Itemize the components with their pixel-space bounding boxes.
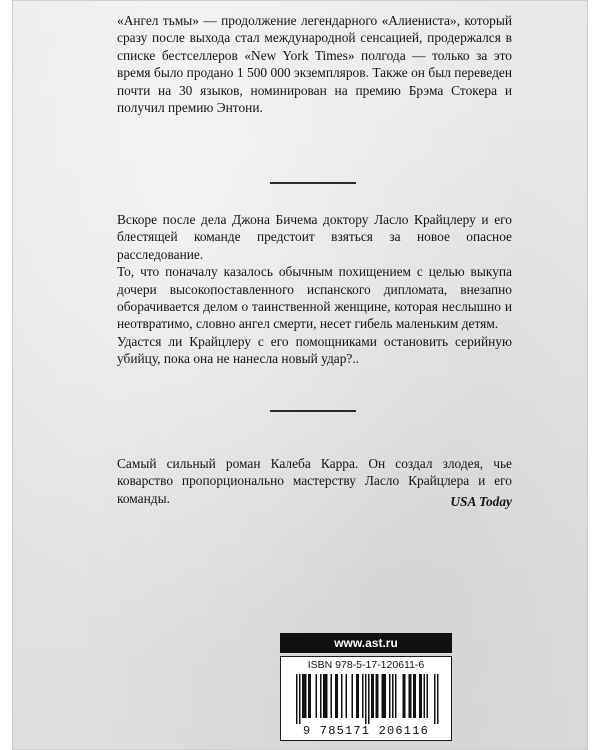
barcode-bar bbox=[410, 674, 412, 718]
barcode-bar bbox=[308, 674, 310, 718]
barcode-bar bbox=[362, 674, 364, 718]
barcode-bar bbox=[335, 674, 337, 718]
section-divider bbox=[270, 182, 356, 184]
barcode-bar bbox=[352, 674, 354, 718]
barcode-bar bbox=[434, 674, 436, 724]
synopsis-line: Удастся ли Крайцлеру с его помощниками остановить серийную убийцу, пока она не нанесла новый удар?.. bbox=[117, 333, 512, 367]
barcode-bar bbox=[383, 674, 385, 718]
barcode-bar bbox=[310, 674, 312, 718]
barcode-bar bbox=[320, 674, 322, 718]
barcode-bar bbox=[296, 674, 298, 724]
quote-source: USA Today bbox=[450, 494, 512, 509]
intro-text: «Ангел тьмы» — продолжение легендарного «Алиениста», который сразу после выхода стал международной сенсацией, продержался в списке бестселлеров «New York Times» полгода — только за это время было продано 1 500 000 экземпляров. Также он был переведен почти на 30 языков, номинирован на премию Брэма Стокера и получил премию Энтони. bbox=[117, 13, 512, 116]
barcode-bar bbox=[373, 674, 375, 718]
barcode-bar bbox=[419, 674, 421, 718]
barcode-bar bbox=[424, 674, 426, 718]
barcode-bar bbox=[304, 674, 306, 718]
book-back-cover bbox=[12, 0, 588, 750]
barcode-bars bbox=[289, 674, 443, 724]
barcode-bar bbox=[356, 674, 358, 718]
publisher-url: www.ast.ru bbox=[280, 633, 452, 653]
barcode-bar bbox=[437, 674, 439, 724]
barcode-block bbox=[280, 633, 452, 741]
synopsis-paragraph bbox=[117, 211, 512, 368]
barcode-bar bbox=[323, 674, 325, 718]
barcode-bar bbox=[358, 674, 360, 718]
barcode-bar bbox=[325, 674, 327, 718]
barcode-bar bbox=[331, 674, 333, 718]
barcode-bar bbox=[326, 674, 328, 718]
barcode-bar bbox=[305, 674, 307, 718]
barcode-bar bbox=[395, 674, 397, 718]
intro-paragraph bbox=[117, 12, 512, 116]
barcode-bar bbox=[299, 674, 301, 724]
barcode-bar bbox=[346, 674, 348, 718]
barcode-bar bbox=[389, 674, 391, 718]
barcode-bar bbox=[385, 674, 387, 718]
barcode-bar bbox=[337, 674, 339, 718]
barcode-bar bbox=[365, 674, 367, 724]
barcode-box bbox=[280, 656, 452, 741]
barcode-bar bbox=[368, 674, 370, 724]
barcode-bar bbox=[415, 674, 417, 718]
barcode-bar bbox=[392, 674, 394, 718]
barcode-bar bbox=[302, 674, 304, 718]
section-divider bbox=[270, 410, 356, 412]
barcode-bar bbox=[341, 674, 343, 718]
barcode-bar bbox=[421, 674, 423, 718]
barcode-bar bbox=[376, 674, 378, 718]
barcode-bar bbox=[413, 674, 415, 718]
barcode-bar bbox=[403, 674, 405, 718]
barcode-bar bbox=[316, 674, 318, 718]
synopsis-line: Вскоре после дела Джона Бичема доктору Ласло Крайцлеру и его блестящей команде предстоит взяться за новое опасное расследование. bbox=[117, 212, 512, 262]
barcode-digits: 9 785171 206116 bbox=[302, 724, 430, 738]
synopsis-line: То, что поначалу казалось обычным похищением с целью выкупа дочери высокопоставленного испанского дипломата, внезапно оборачивается делом о таинственной женщине, которая неслышно и неотвратимо, словно ангел смерти, несет гибель маленьким детям. bbox=[117, 264, 512, 332]
barcode-bar bbox=[382, 674, 384, 718]
barcode-bar bbox=[377, 674, 379, 718]
barcode-bar bbox=[409, 674, 411, 718]
quote-text: Самый сильный роман Калеба Карра. Он создал злодея, чье коварство пропорционально мастерству Ласло Крайцлера и его команды. bbox=[117, 456, 512, 506]
isbn-text: ISBN 978-5-17-120611-6 bbox=[307, 659, 425, 671]
barcode-bar bbox=[427, 674, 429, 718]
barcode-bar bbox=[404, 674, 406, 718]
barcode-bar bbox=[371, 674, 373, 718]
